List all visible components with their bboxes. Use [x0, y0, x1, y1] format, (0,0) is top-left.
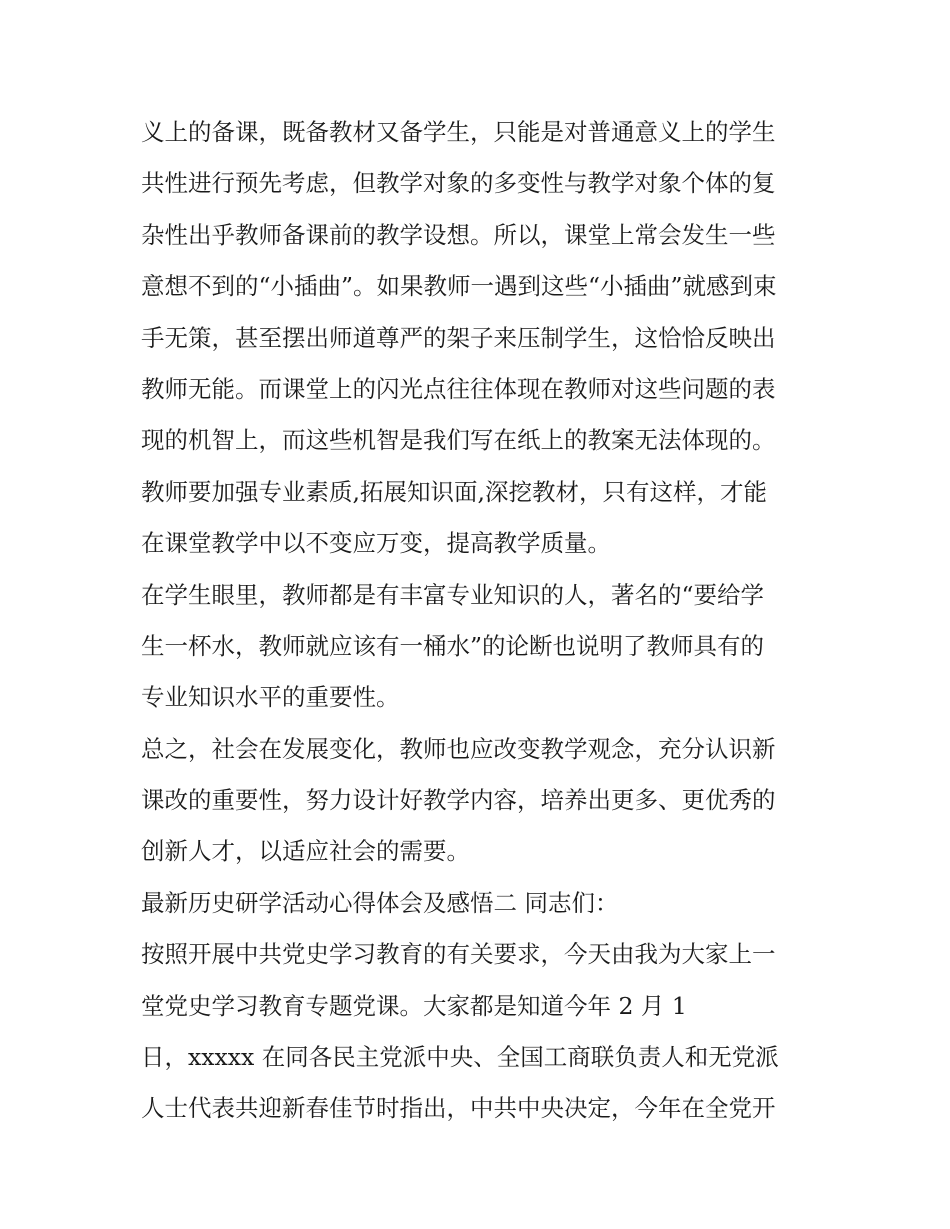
text-line: 日，xxxxx 在同各民主党派中央、全国工商联负责人和无党派 [141, 1043, 779, 1072]
text-line: 意想不到的“小插曲”。如果教师一遇到这些“小插曲”就感到束 [141, 272, 777, 301]
text-line: 手无策，甚至摆出师道尊严的架子来压制学生，这恰恰反映出 [141, 323, 776, 352]
text-line: 杂性出乎教师备课前的教学设想。所以，课堂上常会发生一些 [141, 220, 776, 249]
text-line: 按照开展中共党史学习教育的有关要求，今天由我为大家上一 [141, 940, 776, 969]
text-line: 人士代表共迎新春佳节时指出，中共中央决定，今年在全党开 [141, 1094, 776, 1123]
text-line: 在课堂教学中以不变应万变，提高教学质量。 [141, 529, 611, 558]
text-line: 教师要加强专业素质,拓展知识面,深挖教材，只有这样，才能 [141, 477, 767, 506]
text-line: 共性进行预先考虑，但教学对象的多变性与教学对象个体的复 [141, 169, 776, 198]
text-line: 创新人才，以适应社会的需要。 [141, 837, 470, 866]
text-line: 课改的重要性，努力设计好教学内容，培养出更多、更优秀的 [141, 786, 776, 815]
text-line: 现的机智上，而这些机智是我们写在纸上的教案无法体现的。 [141, 426, 776, 455]
text-line: 教师无能。而课堂上的闪光点往往体现在教师对这些问题的表 [141, 374, 776, 403]
text-line: 堂党史学习教育专题党课。大家都是知道今年 2 月 1 [141, 991, 687, 1020]
text-line: 在学生眼里，教师都是有丰富专业知识的人，著名的“要给学 [141, 580, 765, 609]
text-line: 专业知识水平的重要性。 [141, 683, 400, 712]
text-line: 生一杯水，教师就应该有一桶水”的论断也说明了教师具有的 [141, 631, 765, 660]
document-body [141, 110, 821, 1138]
section-heading-line: 最新历史研学活动心得体会及感悟二 同志们： [141, 888, 619, 917]
text-line: 总之，社会在发展变化，教师也应改变教学观念，充分认识新 [141, 734, 776, 763]
text-line: 义上的备课，既备教材又备学生，只能是对普通意义上的学生 [141, 118, 776, 146]
